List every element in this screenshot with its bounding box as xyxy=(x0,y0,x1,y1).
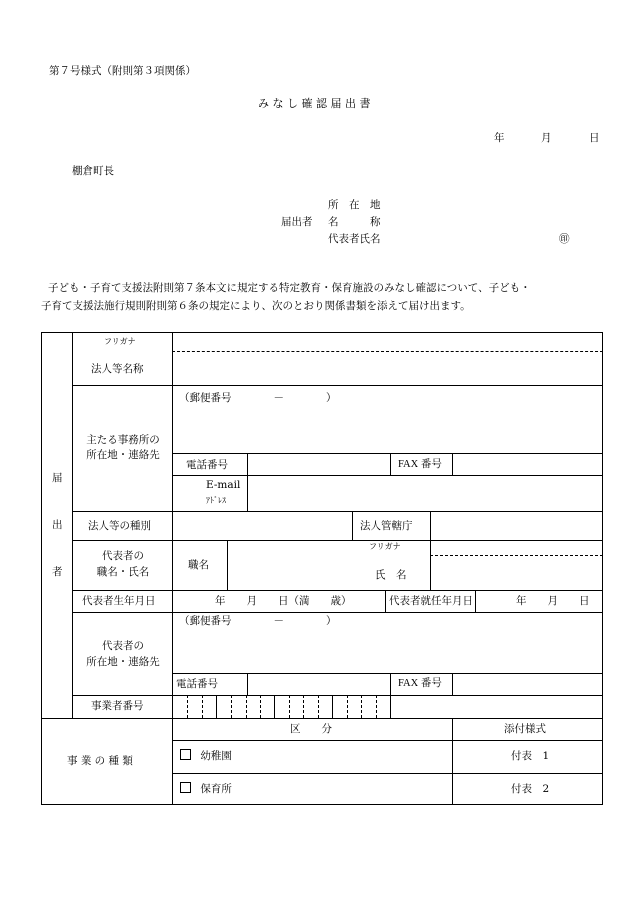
rep-address-label-line2: 所在地・連絡先 xyxy=(86,656,160,668)
office-label-line1: 主たる事務所の xyxy=(86,434,160,446)
business-type-label: 事 業 の 種 類 xyxy=(67,755,133,767)
rep-phone-label: 電話番号 xyxy=(176,678,218,690)
rep-label-line2: 職名・氏名 xyxy=(96,566,150,578)
business-number-label: 事業者番号 xyxy=(91,700,144,712)
birthdate-value: 年 月 日（満 歳） xyxy=(215,595,352,607)
date-year: 年 xyxy=(494,132,505,144)
date-day: 日 xyxy=(589,132,600,144)
attachment-header: 添付様式 xyxy=(504,723,546,735)
inauguration-label: 代表者就任年月日 xyxy=(389,595,473,607)
rep-postal-label: （郵便番号 － ） xyxy=(179,615,337,627)
applicant-address-label: 所 在 地 xyxy=(328,199,381,211)
nursery-attachment: 付表 2 xyxy=(511,783,550,795)
corp-type-label: 法人等の種別 xyxy=(88,520,151,532)
office-phone-label: 電話番号 xyxy=(186,459,228,471)
rep-address-label-line1: 代表者の xyxy=(102,640,144,652)
rep-fax-label: FAX 番号 xyxy=(398,678,442,689)
form-number: 第７号様式（附則第３項関係） xyxy=(49,65,196,77)
office-label-line2: 所在地・連絡先 xyxy=(86,449,160,461)
kindergarten-label: 幼稚園 xyxy=(200,750,232,762)
rep-job-title-label: 職名 xyxy=(188,559,209,571)
body-text-line2: 子育て支援法施行規則附則第６条の規定により、次のとおり関係書類を添えて届け出ます。 xyxy=(41,300,471,312)
nursery-row[interactable] xyxy=(180,782,232,796)
side-label-1: 届 xyxy=(52,472,63,484)
email-label: E-mail xyxy=(206,479,241,491)
nursery-label: 保育所 xyxy=(200,783,232,795)
addressee: 棚倉町長 xyxy=(72,165,114,177)
side-label-3: 者 xyxy=(52,566,63,578)
kindergarten-attachment: 付表 1 xyxy=(511,750,550,762)
birthdate-label: 代表者生年月日 xyxy=(82,595,156,607)
applicant-rep-label: 代表者氏名 xyxy=(328,233,381,245)
office-fax-label: FAX 番号 xyxy=(398,459,442,470)
seal-mark: ㊞ xyxy=(559,233,570,245)
side-label-2: 出 xyxy=(52,519,63,531)
rep-label-line1: 代表者の xyxy=(102,550,144,562)
category-header: 区 分 xyxy=(290,723,332,735)
jurisdiction-label: 法人管轄庁 xyxy=(360,520,413,532)
rep-name-label: 氏 名 xyxy=(375,569,407,581)
furigana-label: フリガナ xyxy=(104,337,136,346)
date-month: 月 xyxy=(541,132,552,144)
nursery-checkbox[interactable] xyxy=(180,782,191,793)
applicant-name-label: 名 称 xyxy=(328,216,381,228)
applicant-label: 届出者 xyxy=(281,216,313,228)
inauguration-value: 年 月 日 xyxy=(516,595,590,607)
kindergarten-checkbox[interactable] xyxy=(180,749,191,760)
corp-name-label: 法人等名称 xyxy=(91,363,144,375)
application-form-table xyxy=(41,332,603,805)
rep-furigana-label: フリガナ xyxy=(369,542,401,551)
kindergarten-row[interactable] xyxy=(180,749,232,763)
email-address-kana: ｱﾄﾞﾚｽ xyxy=(206,496,226,505)
document-title: み な し 確 認 届 出 書 xyxy=(258,97,371,110)
body-text-line1: 子ども・子育て支援法附則第７条本文に規定する特定教育・保育施設のみなし確認について、子ども・ xyxy=(48,282,531,294)
office-postal-label: （郵便番号 － ） xyxy=(179,392,337,404)
